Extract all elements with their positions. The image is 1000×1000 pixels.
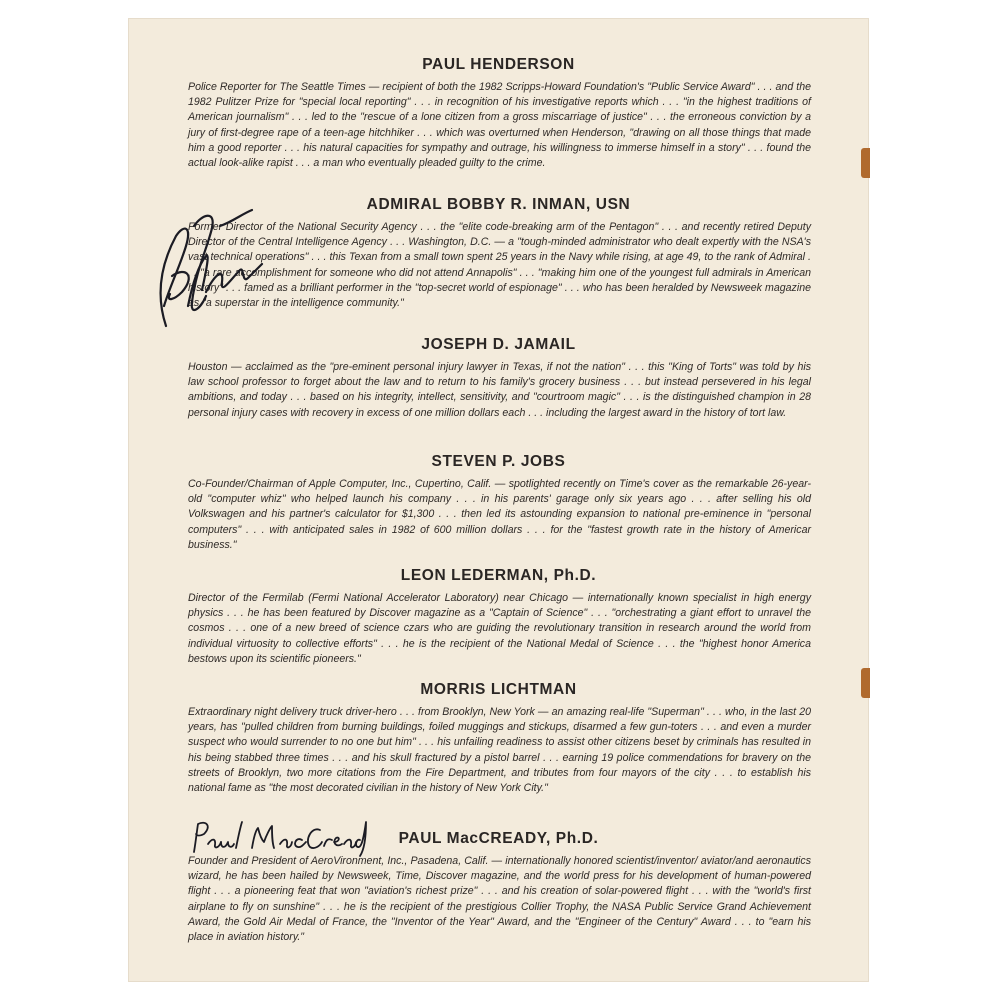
entry-bobby-inman [128,196,869,311]
entry-name: LEON LEDERMAN, Ph.D. [400,567,597,584]
entry-name: ADMIRAL BOBBY R. INMAN, USN [366,196,631,213]
entry-bio: Extraordinary night delivery truck driver-hero . . . from Brooklyn, New York — an amazing real-life "Superman" . . . who, in the last 20 years, has "pulled children from burning buildings, foiled muggings and stickups, disarmed a few gun-toters . . . and even a murder suspect who would surrender to no one but him" . . . his unfailing readiness to assist other citizens beset by criminals has resulted in his being stabbed three times . . . and his skull fractured by a pistol barrel . . . earning 19 police commendations for bravery on the streets of Brooklyn, two more citations from the Fire Department, and tributes from four mayors of the city . . . to establish his national fame as "the most decorated civilian in the history of New York City." [188,706,811,795]
entry-name: JOSEPH D. JAMAIL [421,336,576,353]
entry-bio: Co-Founder/Chairman of Apple Computer, Inc., Cupertino, Calif. — spotlighted recently on Time's cover as the remarkable 26-year-old "computer whiz" who helped launch his company . . . in his parents' garage only six years ago . . . after selling his old Volkswagen and his partner's calculator for $1,300 . . . then led its astounding expansion to national pre-eminence in "personal computers" . . . with anticipated sales in 1982 of 600 million dollars . . . for the "fastest growth rate in the history of Americar business." [188,478,811,551]
page-edge-tab [861,668,870,698]
entry-leon-lederman [128,567,869,667]
program-page [128,18,869,982]
entry-name: MORRIS LICHTMAN [420,681,577,698]
entry-name: PAUL HENDERSON [422,56,575,73]
entry-bio: Founder and President of AeroVironment, Inc., Pasadena, Calif. — internationally honored scientist/inventor/ aviator/and aeronautics wizard, he has been hailed by Newsweek, Time, Discover magazine, and the world press for his development of human-powered flight . . . a pioneering feat that won "aviation's richest prize" . . . and his creation of solar-powered flight . . . with the "world's first airplane to fly on sunshine" . . . he is the recipient of the prestigious Collier Trophy, the NASA Public Service Grand Achievement Award, the Gold Air Medal of France, the "Inventor of the Year" Award, and the "Engineer of the Century" Award . . . to "earn his place in aviation history." [188,855,811,944]
page-edge-tab [861,148,870,178]
entry-joseph-jamail [128,336,869,421]
entry-bio: Former Director of the National Security Agency . . . the "elite code-breaking arm of the Pentagon" . . . and recently retired Deputy Director of the Central Intelligence Agency . . . Washington, D.C. — a "tough-minded administrator who dealt expertly with the NSA's vast technical operations" . . . this Texan from a small town spent 25 years in the Navy while rising, at age 49, to the rank of Admiral . . . "a rare accomplishment for someone who did not attend Annapolis" . . . "making him one of the youngest full admirals in American history" . . . famed as a brilliant performer in the "top-secret world of espionage" . . . who has been heralded by Newsweek magazine as "a superstar in the intelligence community." [188,221,811,310]
entry-name: STEVEN P. JOBS [431,453,566,470]
entry-paul-henderson [128,56,869,171]
entry-paul-maccready [128,830,869,945]
entry-bio: Houston — acclaimed as the "pre-eminent personal injury lawyer in Texas, if not the nation" . . . this "King of Torts" was told by his law school professor to forget about the law and to return to his family's grocery business . . . but instead persevered in his legal ambitions, and today . . . based on his integrity, intellect, sensitivity, and "courtroom magic" . . . is the distinguished champion in 28 personal injury cases with recovery in excess of one million dollars each . . . including the largest award in the history of tort law. [188,361,811,419]
entry-name: PAUL MacCREADY, Ph.D. [398,830,599,847]
entry-bio: Police Reporter for The Seattle Times — recipient of both the 1982 Scripps-Howard Foundation's "Public Service Award" . . . and the 1982 Pulitzer Prize for "special local reporting" . . . in recognition of his investigative reports which . . . "in the highest traditions of American journalism" . . . led to the "rescue of a lone citizen from a gross miscarriage of justice" . . . the erroneous conviction by a jury of first-degree rape of a teen-age hitchhiker . . . which was overturned when Henderson, "drawing on all those things that made him a good reporter . . . his natural capacities for sympathy and outrage, his willingness to immerse himself in a story" . . . found the actual look-alike rapist . . . a man who eventually pleaded guilty to the crime. [188,81,811,170]
entry-morris-lichtman [128,681,869,796]
entry-steven-jobs [128,453,869,553]
entry-bio: Director of the Fermilab (Fermi National Accelerator Laboratory) near Chicago — internationally known specialist in high energy physics . . . he has been featured by Discover magazine as a "Captain of Science" . . . "orchestrating a giant effort to unravel the cosmos . . . one of a new breed of science czars who are guiding the revolutionary transition in research around the world from individual virtuosity to collective efforts" . . . he is the recipient of the National Medal of Science . . . the "highest honor America bestows upon its scientific pioneers." [188,592,811,665]
